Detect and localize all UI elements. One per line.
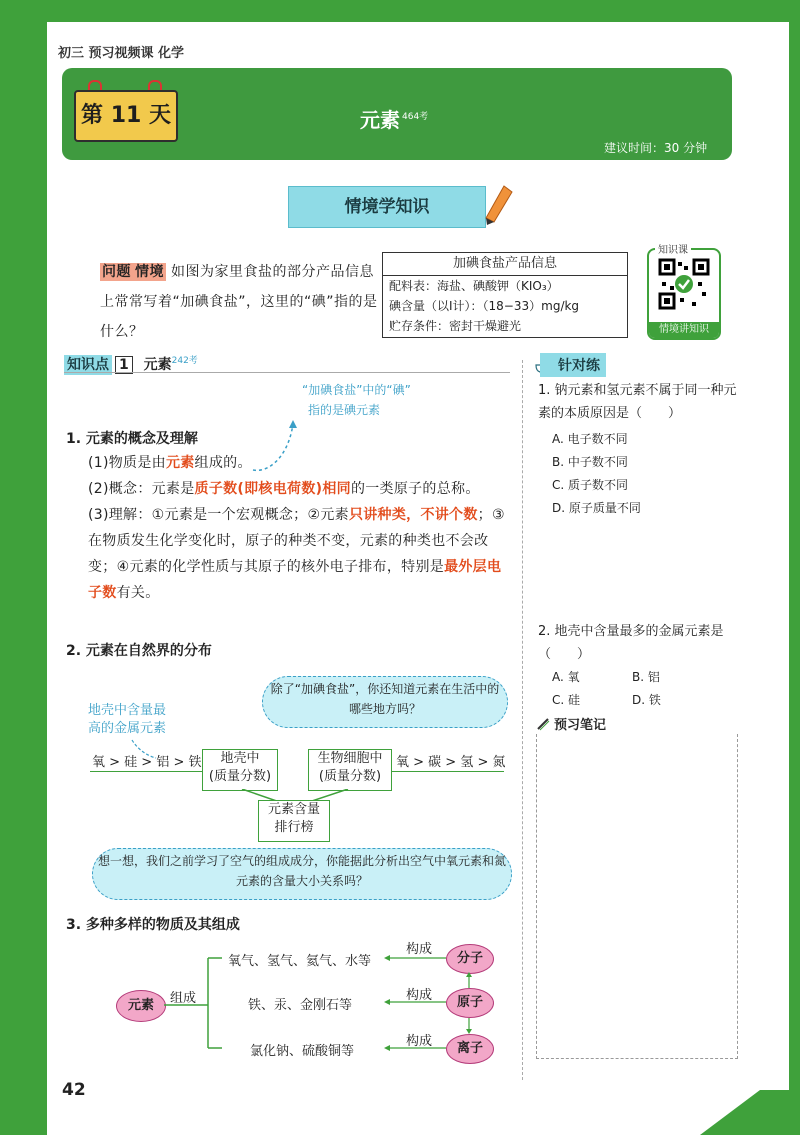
bio-order: 氧 > 碳 > 氢 > 氮 bbox=[396, 755, 506, 770]
knowledge-point-name: 元素 bbox=[143, 356, 172, 373]
suggested-time: 建议时间：30 分钟 bbox=[604, 141, 708, 155]
substance-row: 铁、汞、金刚石等 bbox=[248, 998, 353, 1013]
q1-option[interactable]: A. 电子数不同 bbox=[552, 432, 628, 446]
build-label: 构成 bbox=[406, 942, 433, 957]
molecule-node: 分子 bbox=[446, 944, 494, 974]
ranking-box: 元素含量 排行榜 bbox=[258, 800, 330, 842]
order-underline bbox=[392, 771, 504, 772]
salt-info-line: 配料表：海盐、碘酸钾（KIO₃） bbox=[389, 279, 559, 293]
page-corner bbox=[700, 1090, 800, 1135]
series-label: 初三 预习视频课 化学 bbox=[58, 46, 185, 61]
paragraph: (3)理解：①元素是一个宏观概念；②元素只讲种类，不讲个数；③在物质发生化学变化时，原子的种类不变，元素的种类也不会改变；④元素的化学性质与其原子的核外电子排布，特别是最外层电子数有关。 bbox=[88, 507, 505, 601]
crust-order: 氧 > 硅 > 铝 > 铁 bbox=[92, 755, 202, 770]
title-views: 464考 bbox=[402, 112, 429, 123]
atom-node: 原子 bbox=[446, 988, 494, 1018]
substance-row: 氧气、氢气、氦气、水等 bbox=[228, 954, 372, 969]
page-frame-right bbox=[789, 0, 800, 1135]
scenario-tag: 情境 bbox=[135, 264, 164, 280]
build-arrows bbox=[382, 950, 448, 1064]
column-divider bbox=[522, 360, 523, 1080]
paragraph: (1)物质是由元素组成的。 bbox=[88, 455, 252, 471]
q2-option[interactable]: A. 氧 bbox=[552, 670, 580, 684]
day-badge: 第 11 天 bbox=[74, 90, 178, 142]
qr-top-label: 知识课 bbox=[655, 241, 691, 256]
qr-code-icon[interactable] bbox=[658, 258, 710, 310]
iodine-annotation bbox=[302, 380, 411, 420]
q2-option[interactable]: C. 硅 bbox=[552, 693, 581, 707]
page-title: 元素 $^{464考}$ bbox=[360, 108, 429, 132]
section-ribbon: 情境学知识 bbox=[288, 186, 486, 228]
annotation-line: 指的是碘元素 bbox=[308, 403, 381, 417]
annotation-line: “加碘食盐”中的“碘” bbox=[302, 383, 411, 397]
thought-cloud: 想一想，我们之前学习了空气的组成成分，你能据此分析出空气中氧元素和氮元素的含量大小关系吗？ bbox=[92, 848, 512, 900]
crust-note: 地壳中含量最 高的金属元素 bbox=[88, 703, 167, 736]
q2-option[interactable]: B. 铝 bbox=[632, 670, 660, 684]
scenario-tag: 问题 bbox=[102, 264, 131, 280]
build-label: 构成 bbox=[406, 1034, 433, 1049]
q1-option[interactable]: D. 原子质量不同 bbox=[552, 501, 641, 515]
pencil-icon bbox=[484, 184, 514, 230]
practice-tag: 针对练 bbox=[540, 353, 606, 377]
notes-area[interactable] bbox=[536, 734, 738, 1059]
section-1-body bbox=[88, 450, 513, 606]
substance-row: 氯化钠、硫酸铜等 bbox=[250, 1044, 355, 1059]
salt-info-line: 碘含量（以I计）：（18−33）mg/kg bbox=[389, 299, 580, 313]
notes-heading: 预习笔记 bbox=[554, 718, 607, 733]
knowledge-point-views: 242考 bbox=[171, 356, 198, 366]
build-label: 构成 bbox=[406, 988, 433, 1003]
salt-info-heading: 加碘食盐产品信息 bbox=[383, 253, 627, 276]
ion-node: 离子 bbox=[446, 1034, 494, 1064]
q2-option[interactable]: D. 铁 bbox=[632, 693, 661, 707]
bio-cell-box: 生物细胞中 (质量分数) bbox=[308, 749, 392, 791]
page-frame-top bbox=[0, 0, 800, 22]
question-2: 2. 地壳中含量最多的金属元素是 （ ） bbox=[538, 624, 789, 662]
q1-option[interactable]: C. 质子数不同 bbox=[552, 478, 629, 492]
question-1: 1. 钠元素和氢元素不属于同一种元素的本质原因是（ ） bbox=[538, 383, 737, 421]
page-frame-left bbox=[0, 0, 47, 1135]
element-node: 元素 bbox=[116, 990, 166, 1022]
scenario-text: 如图为家里食盐的部分产品信息上常常写着“加碘食盐”，这里的“碘”指的是什么？ bbox=[100, 264, 378, 340]
knowledge-point-header bbox=[64, 353, 198, 374]
divider bbox=[64, 372, 510, 373]
section-title: 2. 元素在自然界的分布 bbox=[66, 643, 212, 659]
compose-bracket bbox=[164, 950, 224, 1054]
qr-code-card[interactable] bbox=[647, 245, 721, 340]
section-title: 3. 多种多样的物质及其组成 bbox=[66, 917, 240, 933]
pen-icon bbox=[536, 716, 550, 735]
salt-info-card bbox=[382, 252, 628, 338]
section-title: 1. 元素的概念及理解 bbox=[66, 431, 198, 447]
q1-option[interactable]: B. 中子数不同 bbox=[552, 455, 628, 469]
compose-label: 组成 bbox=[170, 991, 197, 1006]
order-underline bbox=[90, 771, 202, 772]
atom-link-arrows bbox=[462, 972, 476, 1040]
page-number: 42 bbox=[62, 1080, 86, 1100]
thought-cloud: 除了“加碘食盐”，你还知道元素在生活中的哪些地方吗？ bbox=[262, 676, 508, 728]
crust-box: 地壳中 (质量分数) bbox=[202, 749, 278, 791]
knowledge-point-label: 知识点 bbox=[64, 355, 112, 375]
paragraph: (2)概念：元素是质子数(即核电荷数)相同的一类原子的总称。 bbox=[88, 481, 480, 497]
question-scenario bbox=[100, 257, 380, 347]
qr-bottom-label: 情境讲知识 bbox=[649, 322, 719, 338]
knowledge-point-number: 1 bbox=[115, 356, 133, 374]
salt-info-line: 贮存条件：密封干燥避光 bbox=[389, 319, 522, 333]
